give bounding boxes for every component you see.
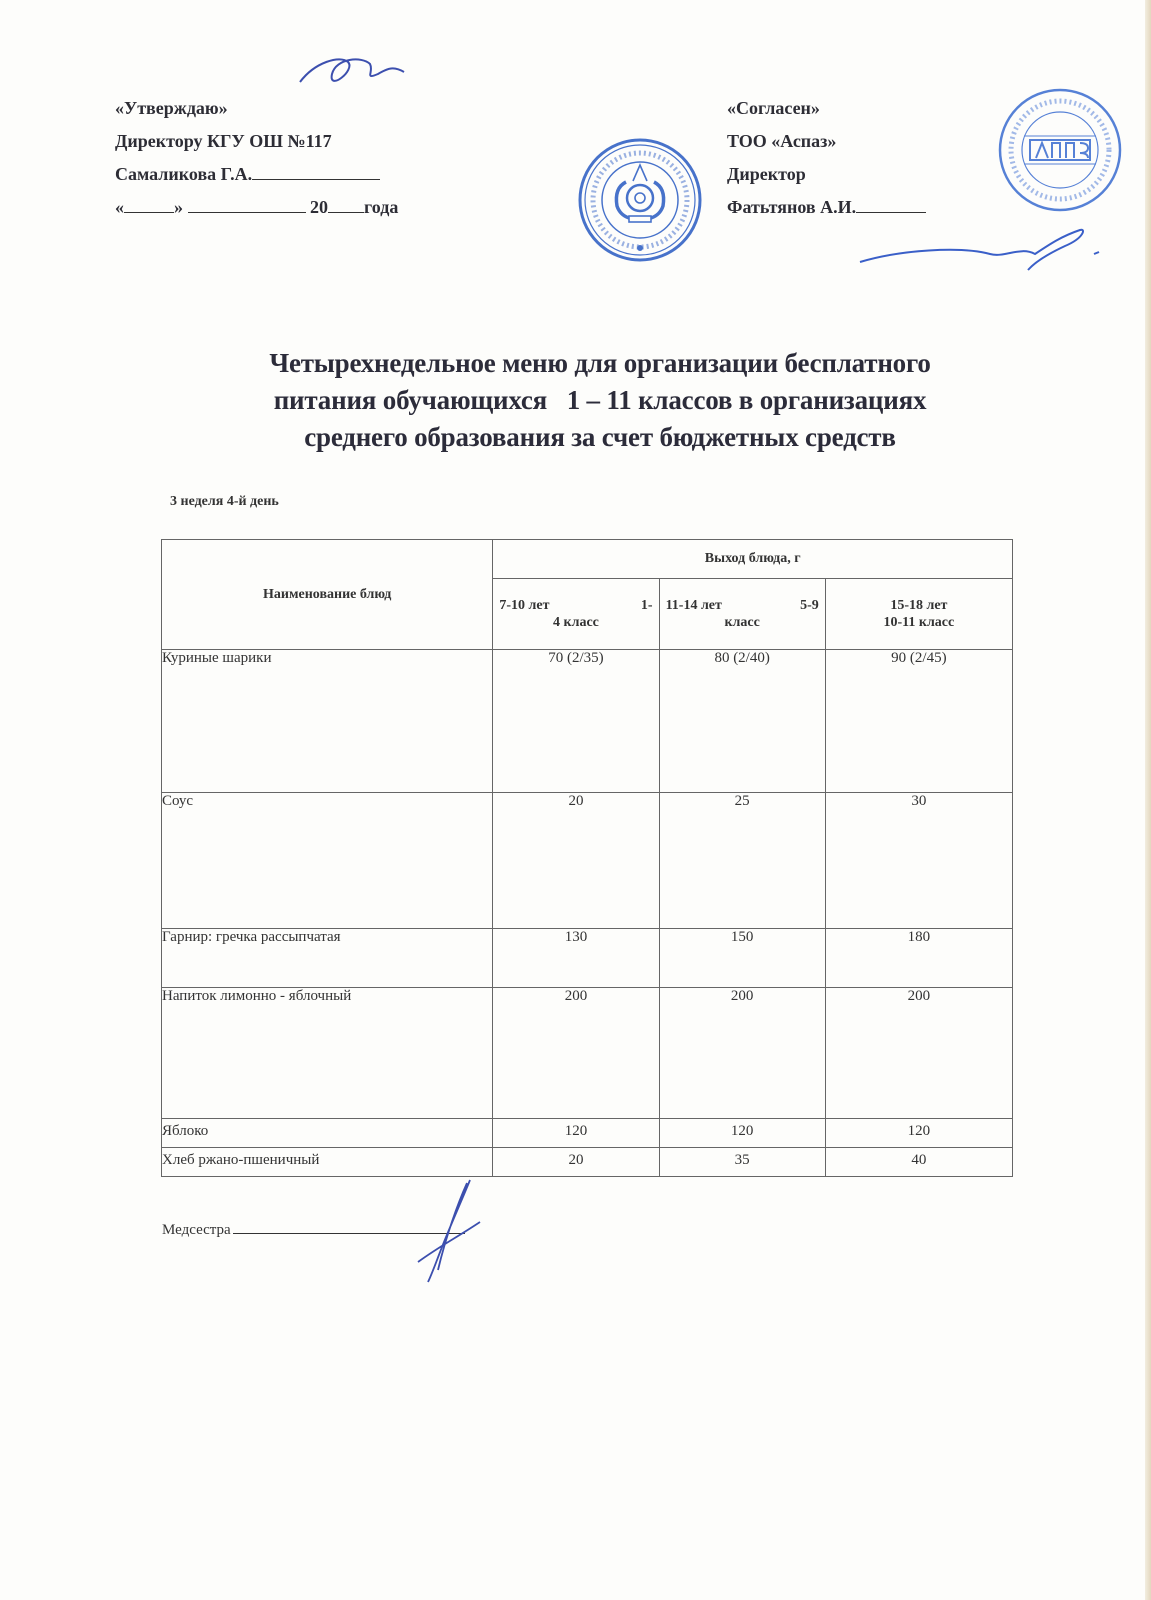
document-title	[150, 345, 1050, 456]
portion-value: 200	[659, 988, 825, 1119]
table-row	[162, 1148, 1013, 1177]
portion-value: 25	[659, 793, 825, 929]
title-line: среднего образования за счет бюджетных средств	[304, 422, 896, 452]
portion-value: 80 (2/40)	[659, 650, 825, 793]
portion-value: 120	[493, 1119, 659, 1148]
paper-edge	[1145, 0, 1151, 1600]
year-blank	[328, 194, 364, 213]
agreement-heading: «Согласен»	[727, 98, 820, 118]
nurse-label: Медсестра	[162, 1222, 231, 1238]
header-age-group: 11-14 лет 5-9 класс	[659, 579, 825, 650]
dish-name: Напиток лимонно - яблочный	[162, 988, 493, 1119]
approval-block	[115, 92, 555, 224]
menu-table	[161, 539, 1013, 1177]
portion-value: 150	[659, 929, 825, 988]
header-dish-name: Наименование блюд	[162, 540, 493, 650]
signature-line	[856, 194, 926, 213]
portion-value: 200	[493, 988, 659, 1119]
portion-value: 90 (2/45)	[825, 650, 1012, 793]
title-line: питания обучающихся 1 – 11 классов в организациях	[273, 385, 927, 415]
approval-signatory: Самаликова Г.А.	[115, 158, 555, 191]
portion-value: 20	[493, 1148, 659, 1177]
table-row	[162, 929, 1013, 988]
portion-value: 35	[659, 1148, 825, 1177]
table-row	[162, 1119, 1013, 1148]
portion-value: 40	[825, 1148, 1012, 1177]
signature-line	[252, 161, 380, 180]
dish-name: Хлеб ржано-пшеничный	[162, 1148, 493, 1177]
company-director-signature	[860, 230, 1083, 270]
approval-date: « » 20 года	[115, 191, 555, 224]
table-row	[162, 988, 1013, 1119]
portion-value: 120	[659, 1119, 825, 1148]
table-row	[162, 650, 1013, 793]
title-line: Четырехнедельное меню для организации бесплатного	[269, 348, 931, 378]
agreement-block	[727, 92, 987, 224]
dish-name: Яблоко	[162, 1119, 493, 1148]
dish-name: Куриные шарики	[162, 650, 493, 793]
month-blank	[188, 194, 306, 213]
portion-value: 20	[493, 793, 659, 929]
table-row	[162, 793, 1013, 929]
nurse-signature-line	[233, 1215, 465, 1234]
portion-value: 70 (2/35)	[493, 650, 659, 793]
agreement-company: ТОО «Аспаз»	[727, 131, 837, 151]
nurse-signature-block	[162, 1215, 465, 1239]
dish-name: Соус	[162, 793, 493, 929]
portion-value: 200	[825, 988, 1012, 1119]
dish-name: Гарнир: гречка рассыпчатая	[162, 929, 493, 988]
school-seal	[580, 140, 700, 260]
portion-value: 30	[825, 793, 1012, 929]
approval-addressee: Директору КГУ ОШ №117	[115, 131, 332, 151]
agreement-name: Фатьтянов А.И.	[727, 191, 987, 224]
company-seal	[1000, 90, 1120, 210]
approval-heading: «Утверждаю»	[115, 98, 228, 118]
header-age-group: 15-18 лет 10-11 класс	[825, 579, 1012, 650]
portion-value: 130	[493, 929, 659, 988]
portion-value: 180	[825, 929, 1012, 988]
header-age-group: 7-10 лет 1- 4 класс	[493, 579, 659, 650]
day-blank	[124, 194, 174, 213]
day-label: 3 неделя 4-й день	[170, 494, 279, 509]
portion-value: 120	[825, 1119, 1012, 1148]
agreement-position: Директор	[727, 164, 806, 184]
director-signature	[300, 59, 404, 82]
header-output: Выход блюда, г	[493, 540, 1013, 579]
